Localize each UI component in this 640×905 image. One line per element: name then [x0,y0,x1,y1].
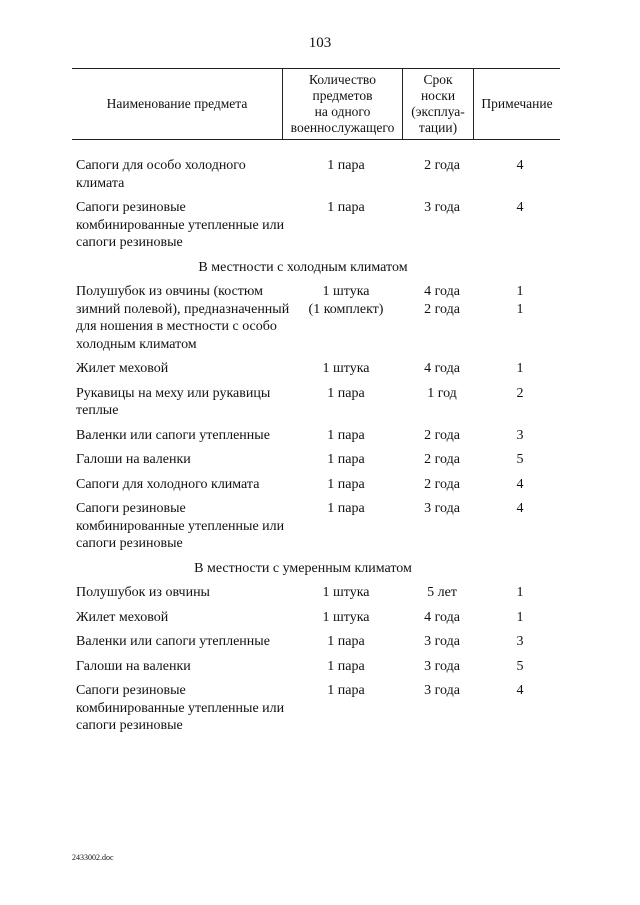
item-term: 3 года [424,658,460,674]
item-quantity: 1 пара [327,158,365,173]
item-quantity: 1 штука [322,361,370,376]
item-note: 1 [516,585,524,600]
item-name: Валенки или сапоги утепленные [76,634,270,649]
header-note: Примечание [481,96,553,111]
item-note: 5 [516,452,524,467]
item-note: 4 [516,200,524,215]
item-quantity: 1 пара [327,476,365,492]
section-title-moderate: В местности с умеренным климатом [194,560,412,576]
item-note: 4 [516,683,524,698]
item-quantity: 1 пара [327,658,365,674]
item-note: 1 1 [516,284,524,317]
item-name: Рукавицы на меху или рукавицы теплые [76,385,271,418]
item-term: 4 года 2 года [424,284,460,317]
item-quantity: 1 пара [327,427,365,443]
header-quantity: Количество предметов на одного военнослужащего [282,69,402,139]
table-header [72,68,560,140]
item-term: 2 года [424,476,460,492]
item-term: 5 лет [427,585,457,600]
item-term: 1 год [427,385,457,401]
item-term: 4 года [424,609,460,625]
item-name: Жилет меховой [76,361,169,376]
item-name: Валенки или сапоги утепленные [76,427,270,443]
section-title-cold: В местности с холодным климатом [198,259,408,275]
table-row [76,360,560,378]
table-row [76,199,560,252]
item-term: 2 года [424,452,460,467]
item-note: 3 [516,634,524,649]
item-note: 4 [516,501,524,516]
item-term: 3 года [424,683,460,698]
item-term: 3 года [424,634,460,649]
table-row [76,633,560,651]
page-number: 103 [308,35,332,51]
item-quantity: 1 штука [322,585,370,600]
item-quantity: 1 пара [327,385,365,401]
item-note: 4 [516,158,524,173]
item-name: Сапоги для холодного климата [76,476,260,492]
table-row [76,385,560,420]
item-name: Сапоги резиновые комбинированные утепленные или сапоги резиновые [76,501,285,551]
item-name: Галоши на валенки [76,452,191,467]
item-term: 2 года [424,427,460,443]
item-name: Сапоги резиновые комбинированные утепленные или сапоги резиновые [76,200,285,250]
item-name: Галоши на валенки [76,658,191,674]
item-term: 2 года [424,158,460,173]
item-quantity: 1 штука [322,609,370,625]
table-row [76,500,560,553]
header-name: Наименование предмета [106,96,248,111]
table-row [76,427,560,445]
item-term: 3 года [424,501,460,516]
table-body [76,157,560,742]
item-name: Сапоги резиновые комбинированные утепленные или сапоги резиновые [76,683,285,733]
document-filename: 2433002.doc [72,853,114,862]
table-row [76,658,560,676]
item-name: Полушубок из овчины (костюм зимний полевой), предназначенный для ношения в местности с особо холодным климатом [76,284,290,352]
item-quantity: 1 штука (1 комплект) [308,284,384,317]
item-term: 4 года [424,361,460,376]
header-term: Срок носки (эксплуа- тации) [402,69,474,139]
item-quantity: 1 пара [327,634,365,649]
item-name: Полушубок из овчины [76,585,210,600]
item-note: 4 [516,476,524,492]
table-row [76,476,560,494]
item-name: Жилет меховой [76,609,169,625]
item-quantity: 1 пара [327,683,365,698]
item-quantity: 1 пара [327,200,365,215]
item-note: 3 [516,427,524,443]
item-note: 1 [516,609,524,625]
item-quantity: 1 пара [327,501,365,516]
table-row [76,451,560,469]
item-quantity: 1 пара [327,452,365,467]
table-row [76,584,560,602]
table-row [76,283,560,353]
item-note: 1 [516,361,524,376]
item-note: 5 [516,658,524,674]
table-row [76,609,560,627]
table-row [76,682,560,735]
item-name: Сапоги для особо холодного климата [76,158,246,191]
item-term: 3 года [424,200,460,215]
item-note: 2 [516,385,524,401]
table-row [76,157,560,192]
